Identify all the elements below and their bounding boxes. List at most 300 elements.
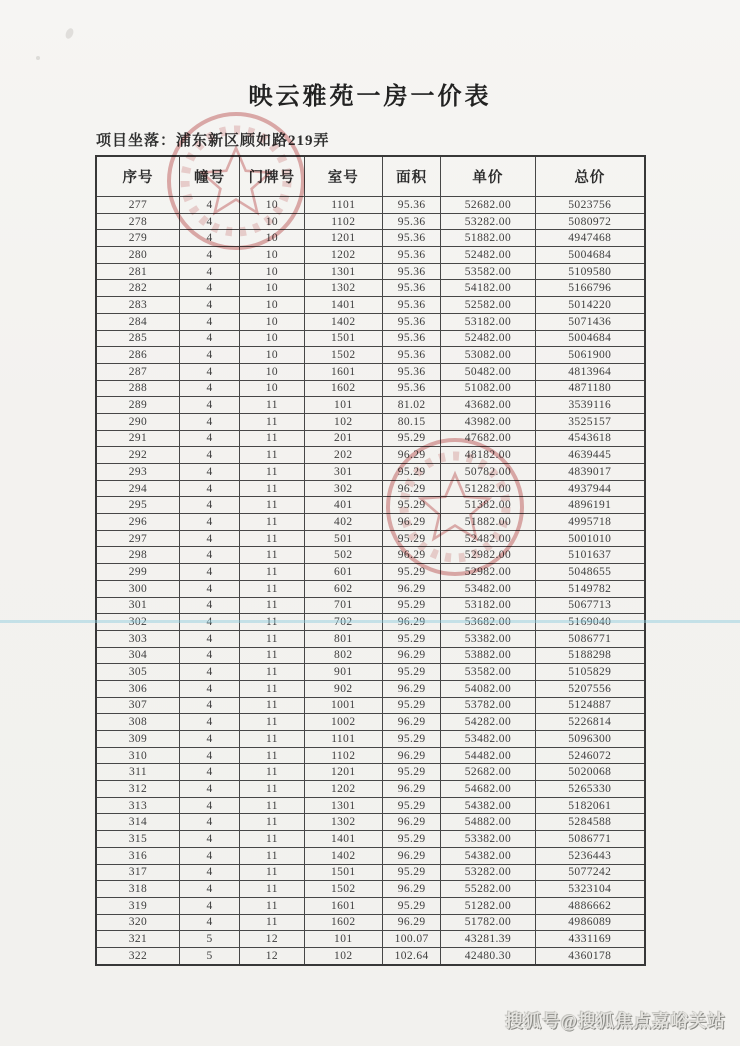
table-cell: 54182.00 (441, 280, 535, 297)
table-cell: 4331169 (535, 931, 645, 948)
table-row (96, 447, 645, 464)
table-cell: 320 (96, 914, 179, 931)
table-cell: 4813964 (535, 363, 645, 380)
table-cell: 96.29 (383, 814, 441, 831)
table-cell: 11 (240, 731, 304, 748)
table-cell: 4639445 (535, 447, 645, 464)
table-cell: 303 (96, 630, 179, 647)
table-cell: 312 (96, 781, 179, 798)
table-header-row (96, 156, 645, 197)
table-cell: 317 (96, 864, 179, 881)
table-cell: 286 (96, 347, 179, 364)
table-row (96, 313, 645, 330)
column-header: 面积 (383, 156, 441, 197)
table-cell: 701 (304, 597, 383, 614)
table-cell: 4 (179, 197, 239, 214)
table-cell: 4 (179, 247, 239, 264)
table-row (96, 530, 645, 547)
table-row (96, 380, 645, 397)
table-cell: 318 (96, 881, 179, 898)
table-cell: 4871180 (535, 380, 645, 397)
table-cell: 11 (240, 430, 304, 447)
table-cell: 5182061 (535, 797, 645, 814)
table-cell: 5188298 (535, 647, 645, 664)
table-cell: 10 (240, 297, 304, 314)
table-row (96, 480, 645, 497)
table-cell: 3525157 (535, 413, 645, 430)
table-cell: 1302 (304, 814, 383, 831)
table-cell: 5077242 (535, 864, 645, 881)
table-cell: 322 (96, 947, 179, 964)
table-cell: 80.15 (383, 413, 441, 430)
table-cell: 1501 (304, 330, 383, 347)
table-cell: 1101 (304, 197, 383, 214)
table-cell: 202 (304, 447, 383, 464)
table-cell: 1401 (304, 297, 383, 314)
table-cell: 5323104 (535, 881, 645, 898)
table-cell: 301 (96, 597, 179, 614)
table-row (96, 947, 645, 964)
table-cell: 95.29 (383, 497, 441, 514)
table-cell: 11 (240, 580, 304, 597)
table-row (96, 764, 645, 781)
table-row (96, 363, 645, 380)
table-cell: 53682.00 (441, 614, 535, 631)
table-cell: 1402 (304, 847, 383, 864)
table-cell: 902 (304, 680, 383, 697)
table-cell: 4 (179, 781, 239, 798)
scan-speck (64, 27, 75, 40)
table-cell: 95.36 (383, 347, 441, 364)
table-cell: 308 (96, 714, 179, 731)
table-cell: 1602 (304, 914, 383, 931)
table-cell: 54282.00 (441, 714, 535, 731)
table-cell: 52682.00 (441, 197, 535, 214)
column-header: 总价 (535, 156, 645, 197)
table-cell: 5096300 (535, 731, 645, 748)
table-cell: 702 (304, 614, 383, 631)
table-cell: 4 (179, 914, 239, 931)
table-cell: 5 (179, 947, 239, 964)
table-cell: 11 (240, 831, 304, 848)
table-cell: 5086771 (535, 630, 645, 647)
table-cell: 4 (179, 747, 239, 764)
table-cell: 11 (240, 914, 304, 931)
table-cell: 53582.00 (441, 263, 535, 280)
table-cell: 52982.00 (441, 564, 535, 581)
table-cell: 52582.00 (441, 297, 535, 314)
table-row (96, 564, 645, 581)
table-cell: 11 (240, 881, 304, 898)
table-cell: 4 (179, 831, 239, 848)
table-row (96, 931, 645, 948)
table-cell: 11 (240, 630, 304, 647)
table-cell: 10 (240, 330, 304, 347)
table-cell: 302 (304, 480, 383, 497)
table-cell: 315 (96, 831, 179, 848)
table-cell: 1602 (304, 380, 383, 397)
table-cell: 4 (179, 430, 239, 447)
table-row (96, 814, 645, 831)
table-row (96, 781, 645, 798)
table-cell: 102.64 (383, 947, 441, 964)
table-cell: 5265330 (535, 781, 645, 798)
table-cell: 10 (240, 363, 304, 380)
table-cell: 51382.00 (441, 497, 535, 514)
table-cell: 287 (96, 363, 179, 380)
table-cell: 100.07 (383, 931, 441, 948)
table-cell: 304 (96, 647, 179, 664)
table-cell: 278 (96, 213, 179, 230)
table-cell: 1502 (304, 881, 383, 898)
table-cell: 5101637 (535, 547, 645, 564)
table-cell: 401 (304, 497, 383, 514)
table-cell: 11 (240, 781, 304, 798)
table-row (96, 430, 645, 447)
table-cell: 5001010 (535, 530, 645, 547)
table-cell: 96.29 (383, 847, 441, 864)
table-cell: 95.29 (383, 731, 441, 748)
table-cell: 5020068 (535, 764, 645, 781)
table-cell: 296 (96, 514, 179, 531)
table-cell: 11 (240, 597, 304, 614)
table-cell: 42480.30 (441, 947, 535, 964)
table-cell: 4 (179, 330, 239, 347)
table-cell: 1002 (304, 714, 383, 731)
table-cell: 1102 (304, 747, 383, 764)
table-cell: 96.29 (383, 714, 441, 731)
table-cell: 95.29 (383, 764, 441, 781)
table-cell: 300 (96, 580, 179, 597)
table-cell: 4 (179, 630, 239, 647)
table-cell: 5236443 (535, 847, 645, 864)
table-cell: 53782.00 (441, 697, 535, 714)
table-cell: 292 (96, 447, 179, 464)
table-cell: 102 (304, 947, 383, 964)
table-cell: 54082.00 (441, 680, 535, 697)
table-cell: 4839017 (535, 464, 645, 481)
table-cell: 4 (179, 614, 239, 631)
table-cell: 51882.00 (441, 514, 535, 531)
table-cell: 11 (240, 464, 304, 481)
table-cell: 96.29 (383, 547, 441, 564)
table-cell: 5169040 (535, 614, 645, 631)
table-cell: 901 (304, 664, 383, 681)
table-cell: 10 (240, 263, 304, 280)
table-cell: 47682.00 (441, 430, 535, 447)
table-row (96, 647, 645, 664)
table-cell: 95.36 (383, 197, 441, 214)
table-row (96, 347, 645, 364)
table-cell: 11 (240, 497, 304, 514)
table-cell: 53082.00 (441, 347, 535, 364)
table-row (96, 330, 645, 347)
table-cell: 501 (304, 530, 383, 547)
table-cell: 53882.00 (441, 647, 535, 664)
table-cell: 52482.00 (441, 247, 535, 264)
table-cell: 95.36 (383, 263, 441, 280)
table-cell: 5207556 (535, 680, 645, 697)
table-cell: 4986089 (535, 914, 645, 931)
table-cell: 5105829 (535, 664, 645, 681)
table-cell: 4 (179, 881, 239, 898)
table-cell: 11 (240, 864, 304, 881)
table-cell: 12 (240, 931, 304, 948)
table-cell: 5061900 (535, 347, 645, 364)
table-cell: 4543618 (535, 430, 645, 447)
table-cell: 319 (96, 897, 179, 914)
table-cell: 102 (304, 413, 383, 430)
scan-artifact-line (0, 620, 740, 623)
table-cell: 96.29 (383, 447, 441, 464)
table-cell: 11 (240, 514, 304, 531)
table-cell: 95.29 (383, 797, 441, 814)
table-cell: 1501 (304, 864, 383, 881)
table-cell: 309 (96, 731, 179, 748)
table-cell: 95.36 (383, 380, 441, 397)
sohu-watermark: 搜狐号@搜狐焦点嘉峪关站 (505, 1011, 726, 1031)
table-cell: 4 (179, 297, 239, 314)
table-cell: 297 (96, 530, 179, 547)
table-cell: 4 (179, 814, 239, 831)
table-cell: 4 (179, 530, 239, 547)
table-cell: 802 (304, 647, 383, 664)
table-cell: 54382.00 (441, 847, 535, 864)
table-cell: 11 (240, 797, 304, 814)
table-cell: 314 (96, 814, 179, 831)
table-cell: 5149782 (535, 580, 645, 597)
table-cell: 4 (179, 580, 239, 597)
table-cell: 4 (179, 797, 239, 814)
table-cell: 306 (96, 680, 179, 697)
table-cell: 43982.00 (441, 413, 535, 430)
table-cell: 10 (240, 313, 304, 330)
table-cell: 5004684 (535, 330, 645, 347)
column-header: 单价 (441, 156, 535, 197)
table-cell: 5246072 (535, 747, 645, 764)
table-row (96, 580, 645, 597)
table-cell: 281 (96, 263, 179, 280)
table-cell: 4 (179, 847, 239, 864)
table-cell: 4360178 (535, 947, 645, 964)
page-title: 映云雅苑一房一价表 (248, 84, 492, 110)
table-cell: 291 (96, 430, 179, 447)
table-cell: 299 (96, 564, 179, 581)
table-cell: 95.29 (383, 897, 441, 914)
table-cell: 293 (96, 464, 179, 481)
table-cell: 1202 (304, 247, 383, 264)
table-cell: 5080972 (535, 213, 645, 230)
table-cell: 95.36 (383, 213, 441, 230)
table-cell: 4 (179, 897, 239, 914)
table-cell: 53482.00 (441, 731, 535, 748)
table-cell: 11 (240, 764, 304, 781)
table-cell: 54482.00 (441, 747, 535, 764)
table-cell: 52482.00 (441, 330, 535, 347)
table-cell: 53382.00 (441, 630, 535, 647)
table-row (96, 597, 645, 614)
table-cell: 4 (179, 213, 239, 230)
table-cell: 4 (179, 597, 239, 614)
table-cell: 1202 (304, 781, 383, 798)
table-cell: 50782.00 (441, 464, 535, 481)
table-cell: 95.29 (383, 564, 441, 581)
table-cell: 5023756 (535, 197, 645, 214)
table-cell: 4 (179, 764, 239, 781)
table-cell: 5226814 (535, 714, 645, 731)
table-cell: 11 (240, 664, 304, 681)
table-cell: 284 (96, 313, 179, 330)
table-cell: 95.36 (383, 247, 441, 264)
table-row (96, 547, 645, 564)
table-cell: 302 (96, 614, 179, 631)
table-cell: 5048655 (535, 564, 645, 581)
table-cell: 1401 (304, 831, 383, 848)
table-cell: 4 (179, 864, 239, 881)
table-cell: 4 (179, 263, 239, 280)
table-row (96, 213, 645, 230)
table-cell: 101 (304, 397, 383, 414)
table-cell: 95.36 (383, 230, 441, 247)
table-cell: 51082.00 (441, 380, 535, 397)
table-cell: 402 (304, 514, 383, 531)
table-cell: 96.29 (383, 680, 441, 697)
table-row (96, 514, 645, 531)
table-cell: 4 (179, 497, 239, 514)
table-row (96, 280, 645, 297)
table-cell: 4 (179, 564, 239, 581)
table-cell: 5166796 (535, 280, 645, 297)
table-cell: 283 (96, 297, 179, 314)
table-cell: 1101 (304, 731, 383, 748)
table-row (96, 797, 645, 814)
table-cell: 11 (240, 547, 304, 564)
table-cell: 11 (240, 897, 304, 914)
table-cell: 81.02 (383, 397, 441, 414)
table-cell: 4995718 (535, 514, 645, 531)
table-cell: 1502 (304, 347, 383, 364)
table-cell: 285 (96, 330, 179, 347)
table-cell: 601 (304, 564, 383, 581)
table-cell: 95.36 (383, 363, 441, 380)
table-cell: 602 (304, 580, 383, 597)
table-cell: 5086771 (535, 831, 645, 848)
table-cell: 10 (240, 380, 304, 397)
table-cell: 1102 (304, 213, 383, 230)
table-cell: 43682.00 (441, 397, 535, 414)
table-row (96, 230, 645, 247)
table-cell: 52482.00 (441, 530, 535, 547)
table-cell: 11 (240, 747, 304, 764)
table-cell: 4 (179, 514, 239, 531)
table-cell: 10 (240, 230, 304, 247)
table-cell: 96.29 (383, 747, 441, 764)
table-cell: 95.36 (383, 313, 441, 330)
table-row (96, 714, 645, 731)
table-cell: 11 (240, 480, 304, 497)
column-header: 幢号 (179, 156, 239, 197)
table-cell: 51282.00 (441, 480, 535, 497)
table-cell: 55282.00 (441, 881, 535, 898)
table-cell: 51282.00 (441, 897, 535, 914)
column-header: 室号 (304, 156, 383, 197)
table-cell: 4 (179, 714, 239, 731)
table-row (96, 263, 645, 280)
table-row (96, 247, 645, 264)
table-cell: 96.29 (383, 914, 441, 931)
table-cell: 1601 (304, 897, 383, 914)
table-cell: 95.29 (383, 430, 441, 447)
table-cell: 95.36 (383, 297, 441, 314)
table-cell: 95.29 (383, 831, 441, 848)
table-cell: 1201 (304, 230, 383, 247)
table-cell: 96.29 (383, 881, 441, 898)
table-cell: 95.29 (383, 464, 441, 481)
table-cell: 53282.00 (441, 213, 535, 230)
table-cell: 294 (96, 480, 179, 497)
table-cell: 321 (96, 931, 179, 948)
table-cell: 96.29 (383, 614, 441, 631)
table-cell: 51782.00 (441, 914, 535, 931)
table-cell: 4937944 (535, 480, 645, 497)
table-cell: 48182.00 (441, 447, 535, 464)
table-cell: 4 (179, 230, 239, 247)
table-cell: 1301 (304, 263, 383, 280)
table-cell: 54882.00 (441, 814, 535, 831)
table-cell: 11 (240, 647, 304, 664)
table-cell: 50482.00 (441, 363, 535, 380)
table-cell: 52982.00 (441, 547, 535, 564)
table-cell: 5071436 (535, 313, 645, 330)
table-cell: 298 (96, 547, 179, 564)
table-cell: 95.29 (383, 530, 441, 547)
table-cell: 1402 (304, 313, 383, 330)
project-location: 项目坐落：浦东新区顾如路219弄 (96, 133, 330, 149)
table-cell: 307 (96, 697, 179, 714)
table-cell: 289 (96, 397, 179, 414)
table-cell: 95.29 (383, 697, 441, 714)
table-row (96, 664, 645, 681)
table-cell: 96.29 (383, 580, 441, 597)
table-cell: 11 (240, 413, 304, 430)
table-cell: 4886662 (535, 897, 645, 914)
table-cell: 53282.00 (441, 864, 535, 881)
table-cell: 4 (179, 280, 239, 297)
table-cell: 10 (240, 347, 304, 364)
table-cell: 95.29 (383, 864, 441, 881)
table-row (96, 413, 645, 430)
table-cell: 280 (96, 247, 179, 264)
table-cell: 313 (96, 797, 179, 814)
table-cell: 10 (240, 213, 304, 230)
table-cell: 11 (240, 680, 304, 697)
table-cell: 5124887 (535, 697, 645, 714)
table-cell: 305 (96, 664, 179, 681)
table-cell: 95.29 (383, 664, 441, 681)
table-cell: 11 (240, 814, 304, 831)
table-row (96, 747, 645, 764)
table-cell: 96.29 (383, 514, 441, 531)
table-cell: 53382.00 (441, 831, 535, 848)
table-row (96, 731, 645, 748)
table-cell: 96.29 (383, 781, 441, 798)
table-cell: 11 (240, 447, 304, 464)
table-cell: 12 (240, 947, 304, 964)
table-cell: 1301 (304, 797, 383, 814)
table-cell: 801 (304, 630, 383, 647)
table-cell: 11 (240, 714, 304, 731)
table-cell: 4 (179, 363, 239, 380)
